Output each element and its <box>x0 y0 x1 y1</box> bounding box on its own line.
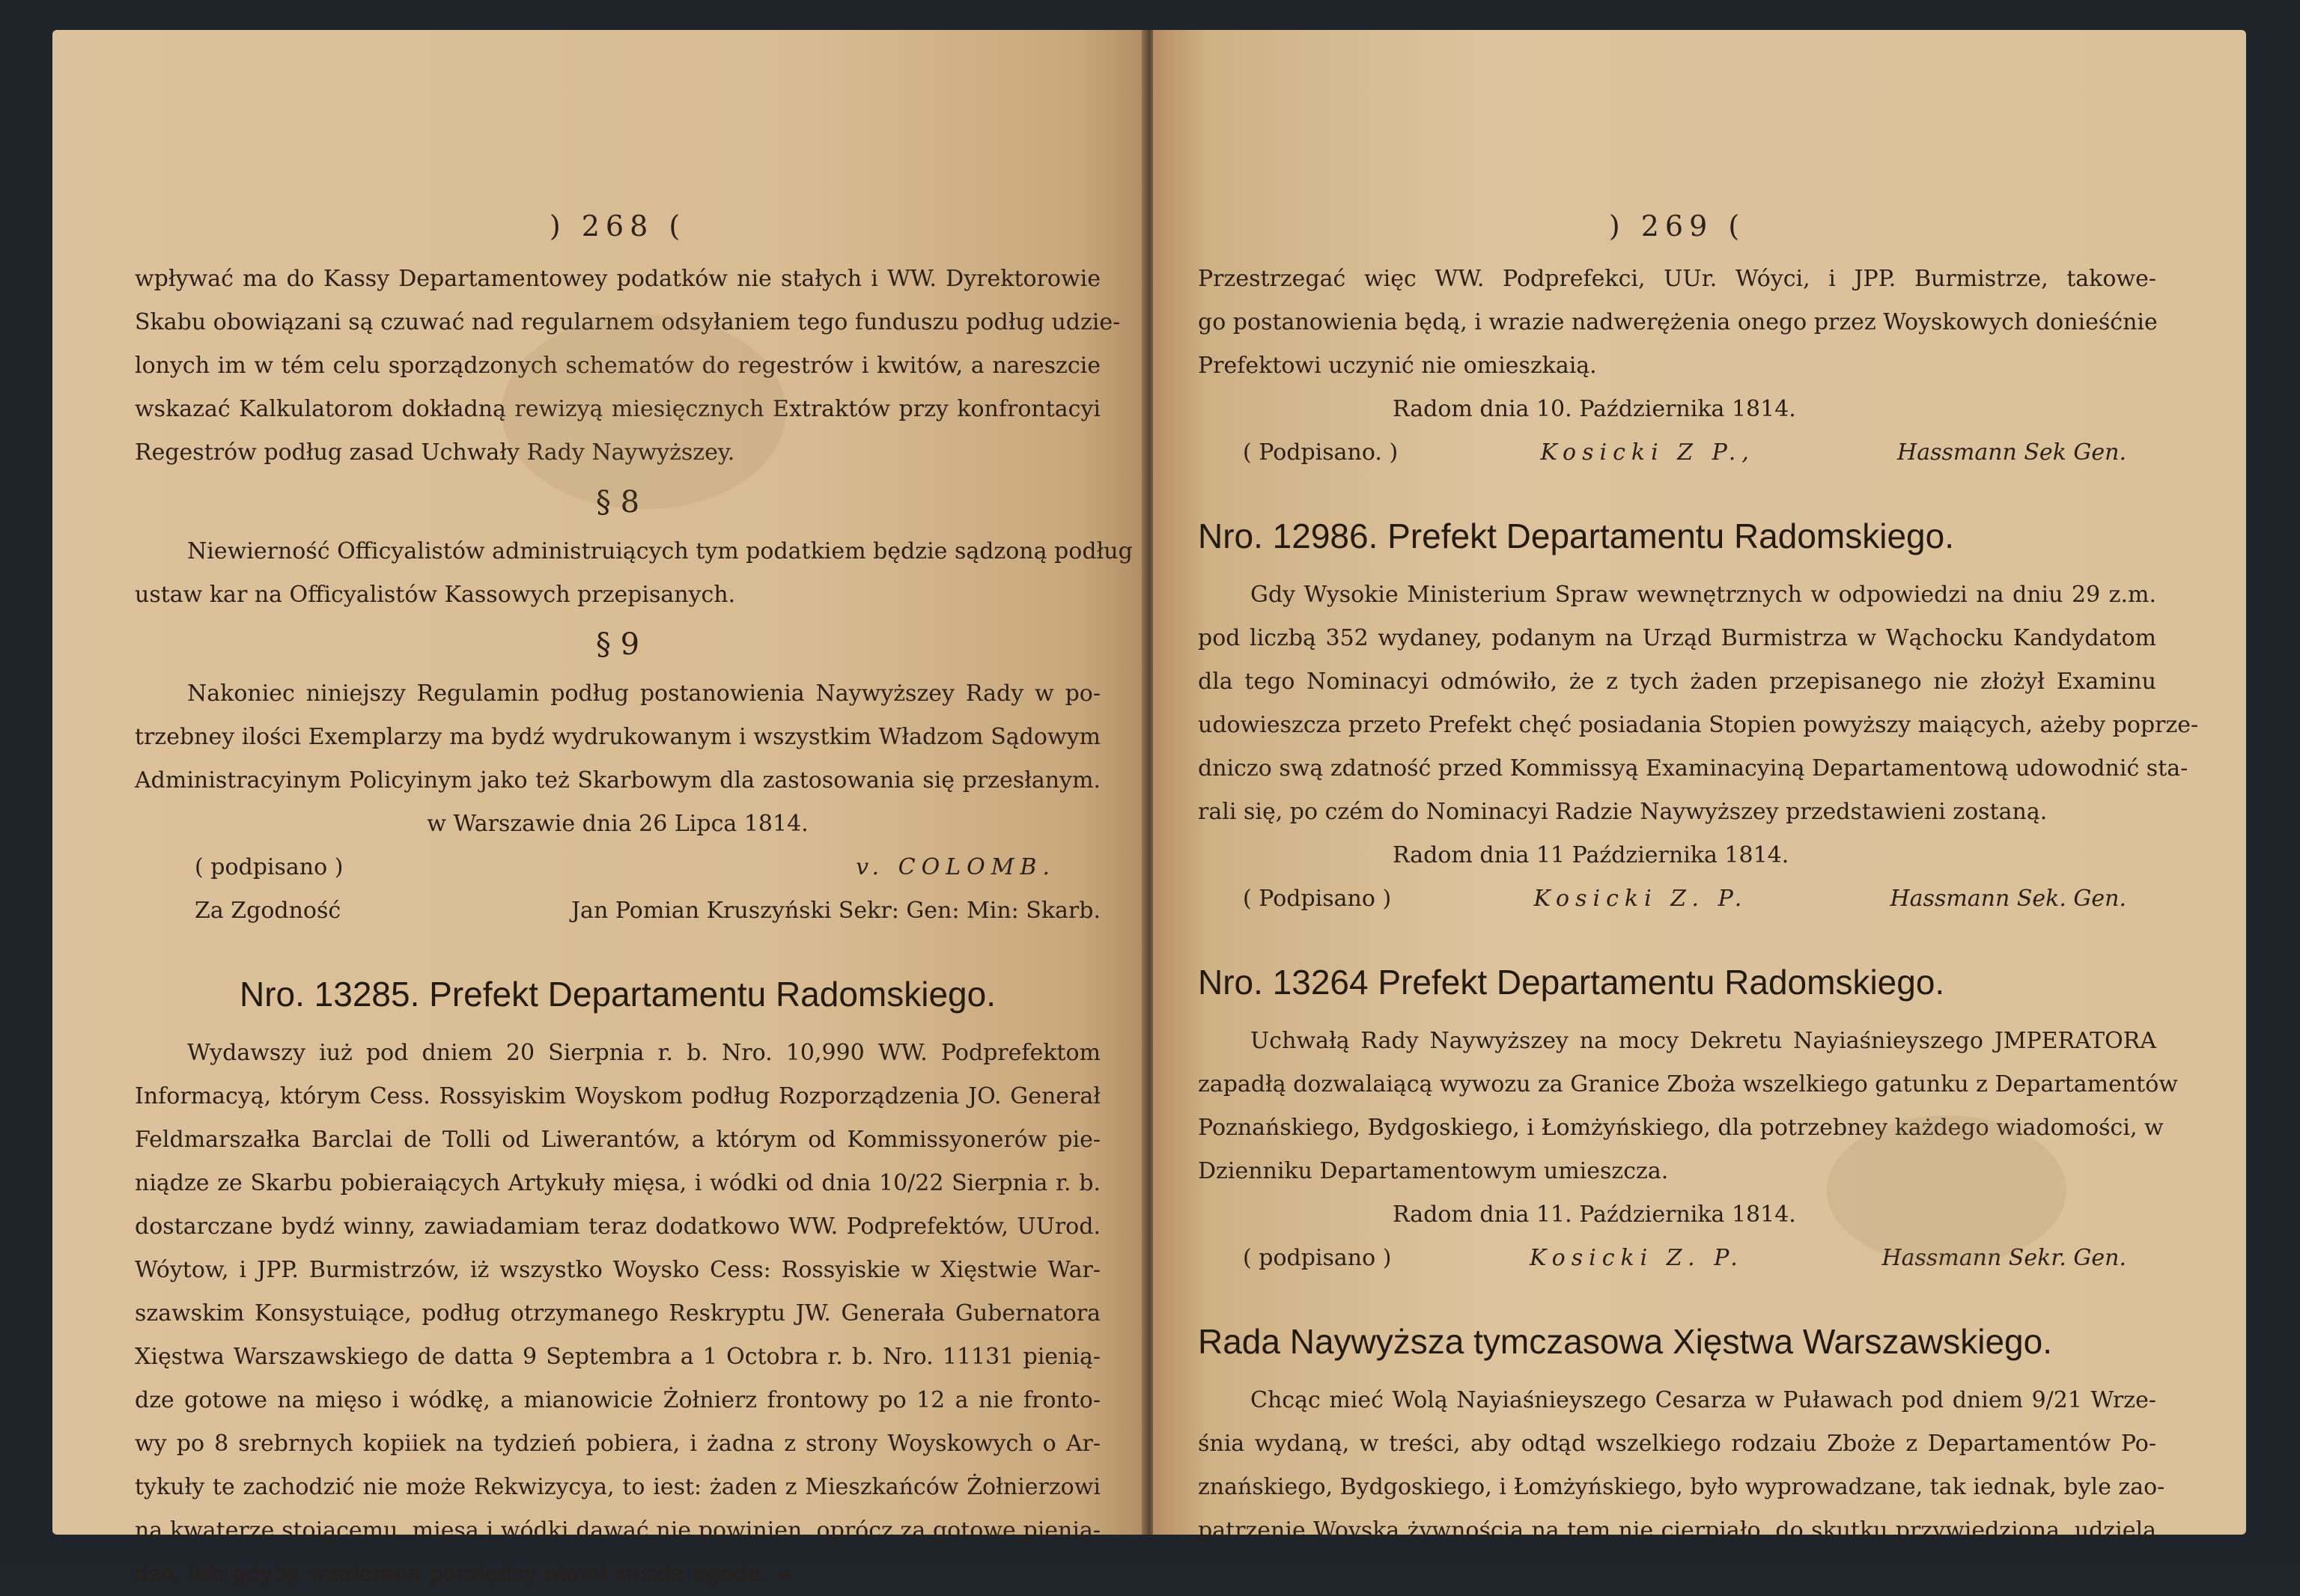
ordinance-heading-13264: Nro. 13264 Prefekt Departamentu Radomskiego. <box>1198 963 1945 1002</box>
signature-row-2 <box>135 889 1101 933</box>
ordinance-heading-12986: Nro. 12986. Prefekt Departamentu Radomskiego. <box>1198 517 1954 555</box>
page-number-left: ) 268 ( <box>549 210 687 243</box>
text-line: wpływać ma do Kassy Departamentowey podatków nie stałych i WW. Dyrektorowie <box>135 266 1101 292</box>
text-line: niądze ze Skarbu pobieraiących Artykuły mięsa, i wódki od dnia 10/22 Sierpnia r. b. <box>135 1170 1101 1196</box>
ordinance-heading-13285: Nro. 13285. Prefekt Departamentu Radomskiego. <box>240 975 996 1014</box>
text-line: Prefektowi uczynić nie omieszkaią. <box>1198 353 1597 379</box>
text-line: Skabu obowiązani są czuwać nad regularnem odsyłaniem tego funduszu podług udzie- <box>135 309 1121 335</box>
text-line: Informacyą, którym Cess. Rossyiskim Woyskom podług Rozporządzenia JO. Generał <box>135 1083 1101 1109</box>
signed-label: ( podpisano ) <box>195 854 344 880</box>
place-date: w Warszawie dnia 26 Lipca 1814. <box>427 811 809 837</box>
text-line: śnia wydaną, w treści, aby odtąd wszelkiego rodzaiu Zboże z Departamentów Po- <box>1198 1431 2156 1457</box>
date-line: Radom dnia 11 Października 1814. <box>1393 842 1789 868</box>
text-line: Xięstwa Warszawskiego de datta 9 Septembra a 1 Octobra r. b. Nro. 11131 pienią- <box>135 1344 1101 1370</box>
signature-row <box>1198 877 2156 921</box>
text-line: go postanowienia będą, i wrazie nadwerężenia onego przez Woyskowych donieśćnie <box>1198 309 2158 335</box>
text-line: Przestrzegać więc WW. Podprefekci, UUr. Wóyci, i JPP. Burmistrze, takowe- <box>1198 266 2156 292</box>
secretary-name: Hassmann Sekr. Gen. <box>1881 1245 2126 1271</box>
text-line: znańskiego, Bydgoskiego, i Łomżyńskiego, było wyprowadzane, tak iednak, byle zao- <box>1198 1474 2165 1500</box>
text-line: Feldmarszałka Barclai de Tolli od Liwerantów, a którym od Kommissyonerów pie- <box>135 1127 1101 1153</box>
left-paragraph-3 <box>135 672 1101 846</box>
signature-row <box>1198 431 2156 475</box>
right-page <box>1153 30 2246 1544</box>
date-line: Radom dnia 10. Października 1814. <box>1393 396 1796 422</box>
text-line: lonych im w tém celu sporządzonych schematów do regestrów i kwitów, a nareszcie <box>135 353 1101 379</box>
text-line: dniczo swą zdatność przed Kommissyą Examinacyiną Departamentową udowodnić sta- <box>1198 755 2188 782</box>
text-line: Wóytow, i JPP. Burmistrzów, iż wszystko Woysko Cess: Rossyiskie w Xięstwie War- <box>135 1257 1101 1283</box>
text-line: pod liczbą 352 wydaney, podanym na Urząd Burmistrza w Wąchocku Kandydatom <box>1198 625 2156 651</box>
signer-name: Kosicki Z P., <box>1540 439 1755 466</box>
section-9-marker: § 9 <box>595 627 640 662</box>
text-line: tykuły te zachodzić nie może Rekwizycya, to iest: żaden z Mieszkańców Żołnierzowi <box>135 1474 1101 1500</box>
text-line: dostarczane bydź winny, zawiadamiam teraz dodatkowo WW. Podprefektów, UUrod. <box>135 1213 1101 1240</box>
text-line: Regestrów podług zasad Uchwały Rady Naywyższey. <box>135 439 735 466</box>
right-paragraph-3 <box>1198 1020 2178 1237</box>
signed-label: ( Podpisano. ) <box>1243 439 1399 466</box>
text-line: szawskim Konsystuiące, podług otrzymanego Reskryptu JW. Generała Gubernatora <box>135 1300 1101 1327</box>
text-line: wy po 8 srebrnych kopiiek na tydzień pobiera, i żadna z strony Woyskowych o Ar- <box>135 1431 1101 1457</box>
text-line: Nakoniec niniejszy Regulamin podług postanowienia Naywyższey Rady w po- <box>187 680 1101 707</box>
signature-row <box>1198 1237 2156 1280</box>
text-line: ustaw kar na Officyalistów Kassowych przepisanych. <box>135 582 736 608</box>
text-line: Chcąc mieć Wolą Nayiaśnieyszego Cesarza w Puławach pod dniem 9/21 Wrze- <box>1250 1387 2156 1413</box>
text-line: udowieszcza przeto Prefekt chęć posiadania Stopien powyższy maiących, ażeby poprze- <box>1198 712 2199 738</box>
text-line: patrzenie Woyska żywnością na tem nie cierpiało, do skutku przywiedzioną, udziela <box>1198 1517 2156 1544</box>
left-page <box>52 30 1146 1587</box>
open-book <box>52 30 2246 1587</box>
secretary-name: Hassmann Sek. Gen. <box>1890 886 2126 912</box>
text-line: dze gotowe na mięso i wódkę, a mianowicie Żołnierz frontowy po 12 a nie fronto- <box>135 1387 1101 1413</box>
text-line: Administracyinym Policyinym jako też Skarbowym dla zastosowania się przesłanym. <box>135 767 1101 794</box>
text-line: na kwaterze stoiącemu, mięsa i wódki dawać nie powinien, oprócz za gotowe pienią- <box>135 1517 1101 1544</box>
text-line: dze, lub gdyby wzaiemna pomiędzy niemi zaszła ugoda. = <box>135 1561 795 1587</box>
section-8-marker: § 8 <box>595 485 640 520</box>
text-line: trzebney ilości Exemplarzy ma bydź wydrukowanym i wszystkim Władzom Sądowym <box>135 724 1101 750</box>
signature-row-1 <box>135 846 1101 889</box>
text-line: Dzienniku Departamentowym umieszcza. <box>1198 1158 1669 1184</box>
signer-name: Kosicki Z. P. <box>1530 1245 1744 1271</box>
left-paragraph-4 <box>135 1032 1101 1596</box>
date-line: Radom dnia 11. Października 1814. <box>1393 1201 1796 1228</box>
text-line: rali się, po czém do Nominacyi Radzie Naywyższey przedstawieni zostaną. <box>1198 799 2048 825</box>
secretary-name: Hassmann Sek Gen. <box>1897 439 2126 466</box>
certifier-name: Jan Pomian Kruszyński Sekr: Gen: Min: Skarb. <box>571 898 1101 924</box>
right-paragraph-1 <box>1198 258 2156 431</box>
right-paragraph-2 <box>1198 573 2199 877</box>
text-line: Poznańskiego, Bydgoskiego, i Łomżyńskiego, dla potrzebney każdego wiadomości, w <box>1198 1115 2164 1141</box>
text-line: Wydawszy iuż pod dniem 20 Sierpnia r. b. Nro. 10,990 WW. Podprefektom <box>187 1040 1101 1066</box>
text-line: wskazać Kalkulatorom dokładną rewizyą miesięcznych Extraktów przy konfrontacyi <box>135 396 1101 422</box>
text-line: Gdy Wysokie Ministerium Spraw wewnętrznych w odpowiedzi na dniu 29 z.m. <box>1250 582 2156 608</box>
za-zgodnosc-label: Za Zgodność <box>195 898 341 924</box>
signer-name: v. COLOMB. <box>856 854 1056 880</box>
council-heading: Rada Naywyższa tymczasowa Xięstwa Warszawskiego. <box>1198 1322 2052 1361</box>
page-number-right: ) 269 ( <box>1608 210 1746 243</box>
text-line: zapadłą dozwalaiącą wywozu za Granice Zboża wszelkiego gatunku z Departamentów <box>1198 1071 2178 1097</box>
signed-label: ( Podpisano ) <box>1243 886 1392 912</box>
left-paragraph-2 <box>135 530 1133 617</box>
signer-name: Kosicki Z. P. <box>1533 886 1748 912</box>
left-paragraph-1 <box>135 258 1121 475</box>
signed-label: ( podpisano ) <box>1243 1245 1392 1271</box>
right-paragraph-4 <box>1198 1379 2165 1553</box>
text-line: Niewierność Officyalistów administruiących tym podatkiem będzie sądzoną podług <box>187 538 1133 564</box>
text-line: dla tego Nominacyi odmówiło, że z tych żaden przepisanego nie złożył Examinu <box>1198 668 2156 695</box>
text-line: Uchwałą Rady Naywyższey na mocy Dekretu Nayiaśnieyszego JMPERATORA <box>1250 1028 2156 1054</box>
